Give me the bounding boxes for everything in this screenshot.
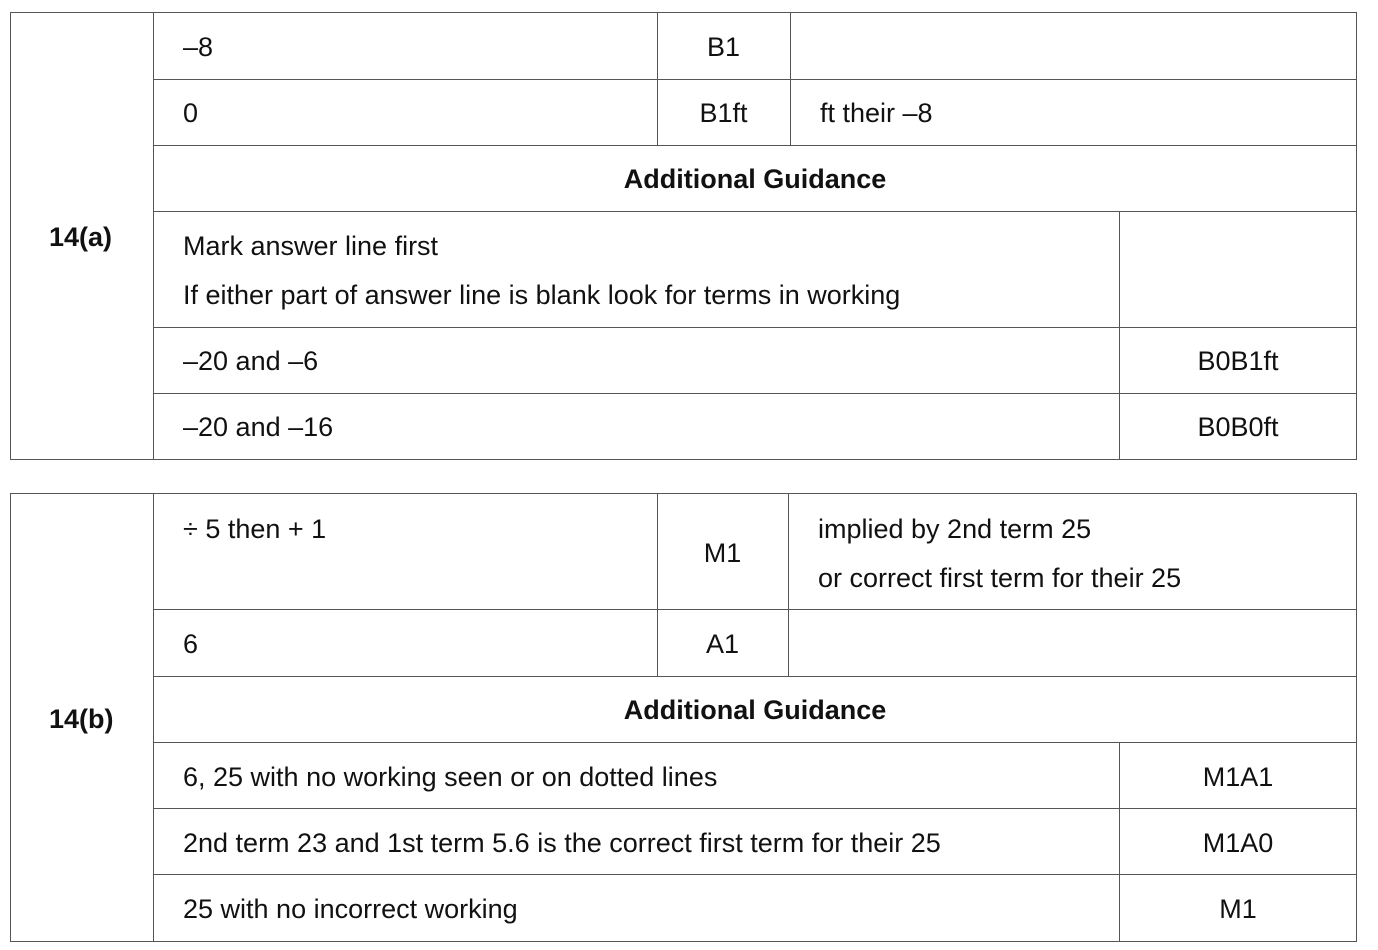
answer-cell: ÷ 5 then + 1 [183,514,327,544]
mark-cell: B1ft [699,98,748,128]
mark-cell: B1 [706,32,741,62]
guidance-row-mark: M1A0 [1202,828,1274,858]
comment-cell: implied by 2nd term 25 [818,514,1092,544]
guidance-text-line: If either part of answer line is blank look for terms in working [183,280,901,310]
answer-cell: 0 [183,98,199,128]
guidance-row-text: –20 and –6 [183,346,319,376]
comment-cell: ft their –8 [820,98,933,128]
mark-cell: M1 [703,538,742,568]
mark-scheme-table-14b [10,493,1357,942]
question-number: 14(a) [49,222,113,252]
guidance-row-text: 6, 25 with no working seen or on dotted lines [183,762,718,792]
answer-cell: –8 [183,32,214,62]
answer-cell: 6 [183,629,199,659]
mark-scheme-table-14a [10,12,1357,460]
guidance-row-mark: M1 [1219,894,1257,924]
guidance-row-text: 25 with no incorrect working [183,894,518,924]
additional-guidance-heading: Additional Guidance [623,695,887,725]
guidance-row-text: 2nd term 23 and 1st term 5.6 is the correct first term for their 25 [183,828,941,858]
question-number: 14(b) [49,704,114,734]
guidance-row-mark: M1A1 [1202,762,1274,792]
guidance-text-line: Mark answer line first [183,231,439,261]
guidance-row-mark: B0B1ft [1197,346,1279,376]
mark-cell: A1 [705,629,740,659]
additional-guidance-heading: Additional Guidance [623,164,887,194]
guidance-row-text: –20 and –16 [183,412,334,442]
comment-cell: or correct first term for their 25 [818,563,1182,593]
guidance-row-mark: B0B0ft [1197,412,1279,442]
